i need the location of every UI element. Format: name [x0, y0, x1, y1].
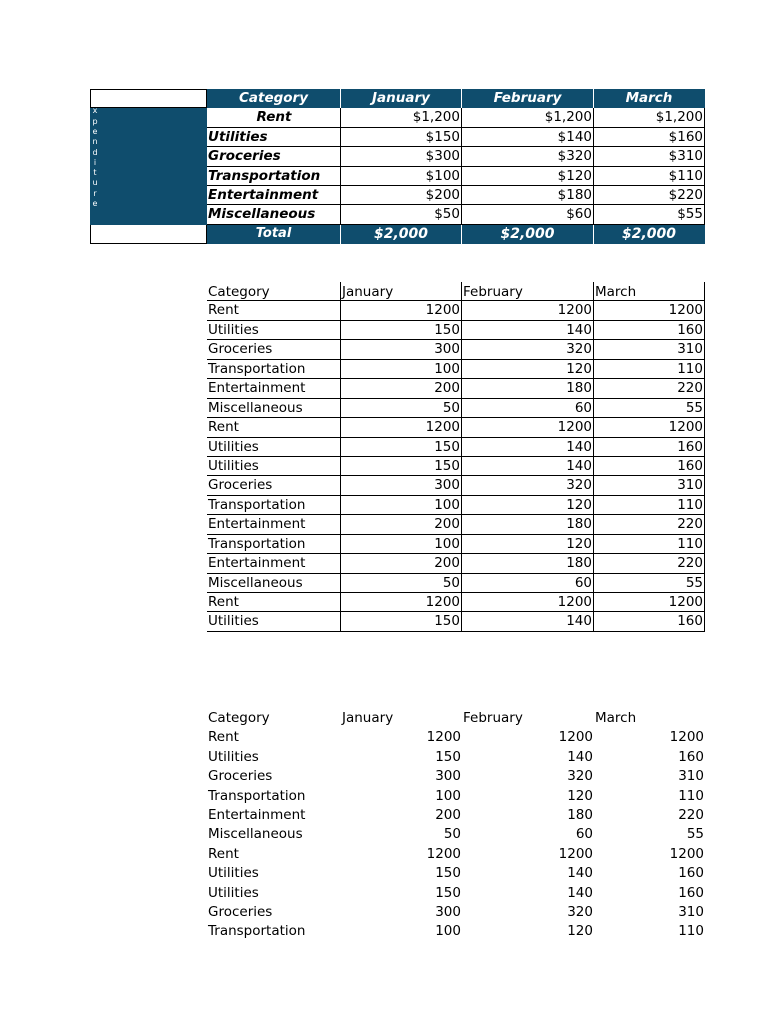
styled-total-row	[90, 225, 705, 244]
bare-cell-february[interactable]: 120	[567, 787, 593, 804]
styled-cell-february[interactable]: $60	[462, 205, 594, 224]
bare-cell-january[interactable]: 150	[435, 884, 461, 901]
bare-cell-february[interactable]: 1200	[558, 729, 593, 746]
bare-cell-february[interactable]: 320	[567, 768, 593, 785]
side-label-letter: i	[93, 157, 97, 167]
plain-cell-category[interactable]: Entertainment	[207, 379, 341, 397]
side-label-letter: e	[92, 126, 98, 136]
bare-header-row	[207, 709, 705, 728]
bare-table-row	[207, 825, 705, 844]
plain-table-row	[207, 515, 705, 534]
plain-cell-february[interactable]: 120	[462, 360, 594, 378]
plain-cell-february[interactable]: 320	[462, 476, 594, 494]
plain-cell-march[interactable]: 55	[594, 574, 705, 592]
plain-cell-march[interactable]: 110	[594, 535, 705, 553]
plain-cell-january[interactable]: 100	[341, 496, 462, 514]
plain-cell-february[interactable]: 140	[462, 612, 594, 630]
bare-cell-january[interactable]: 150	[435, 865, 461, 882]
bare-cell-february[interactable]: 180	[567, 806, 593, 823]
plain-cell-category[interactable]: Transportation	[207, 496, 341, 514]
plain-table-row	[207, 321, 705, 340]
styled-cell-march[interactable]: $220	[594, 186, 705, 205]
bare-cell-february[interactable]: 140	[567, 884, 593, 901]
styled-cell-march[interactable]: $310	[594, 147, 705, 166]
styled-data-row	[207, 128, 705, 147]
bare-cell-january[interactable]: 100	[435, 923, 461, 940]
bare-cell-category[interactable]: Groceries	[208, 768, 273, 785]
bare-cell-february[interactable]: 140	[567, 865, 593, 882]
bare-table-row	[207, 806, 705, 825]
bare-table-row	[207, 864, 705, 883]
bare-table-row	[207, 884, 705, 903]
plain-cell-february[interactable]: 60	[462, 399, 594, 417]
plain-cell-february[interactable]: 180	[462, 515, 594, 533]
styled-cell-category[interactable]: Groceries	[207, 147, 341, 166]
bare-cell-march[interactable]: 55	[686, 826, 704, 843]
plain-cell-february[interactable]: 1200	[462, 301, 594, 319]
unbordered-table	[207, 709, 705, 942]
plain-cell-march[interactable]: 220	[594, 554, 705, 572]
bare-cell-january[interactable]: 50	[443, 826, 461, 843]
plain-cell-march[interactable]: 310	[594, 340, 705, 358]
plain-header-row	[207, 282, 705, 301]
bare-cell-march[interactable]: 220	[678, 806, 704, 823]
plain-cell-february[interactable]: 1200	[462, 593, 594, 611]
plain-cell-january[interactable]: 50	[341, 574, 462, 592]
bare-table-row	[207, 903, 705, 922]
plain-table-row	[207, 379, 705, 398]
side-label-letter: n	[92, 137, 98, 147]
plain-table-row	[207, 554, 705, 573]
styled-header-blank-cell[interactable]	[90, 89, 207, 108]
plain-cell-february[interactable]: 1200	[462, 418, 594, 436]
bare-cell-march[interactable]: 160	[678, 884, 704, 901]
plain-cell-category[interactable]: Groceries	[207, 476, 341, 494]
plain-cell-february[interactable]: 140	[462, 438, 594, 456]
bare-cell-category[interactable]: Groceries	[208, 903, 273, 920]
bare-cell-march[interactable]: 310	[678, 768, 704, 785]
styled-cell-february[interactable]: $180	[462, 186, 594, 205]
plain-table-row	[207, 340, 705, 359]
plain-table-row	[207, 593, 705, 612]
plain-cell-february[interactable]: 140	[462, 457, 594, 475]
bare-cell-february[interactable]: 140	[567, 748, 593, 765]
plain-cell-january[interactable]: 1200	[341, 418, 462, 436]
bare-cell-february[interactable]: 60	[575, 826, 593, 843]
styled-cell-february[interactable]: $1,200	[462, 108, 594, 127]
bare-table-row	[207, 728, 705, 747]
styled-header-row	[90, 89, 705, 108]
styled-header-category[interactable]: Category	[207, 89, 341, 108]
plain-cell-march[interactable]: 310	[594, 476, 705, 494]
bare-cell-march[interactable]: 110	[678, 923, 704, 940]
plain-cell-category[interactable]: Rent	[207, 301, 341, 319]
styled-cell-category[interactable]: Miscellaneous	[207, 205, 341, 224]
styled-cell-category[interactable]: Entertainment	[207, 186, 341, 205]
plain-cell-february[interactable]: 180	[462, 554, 594, 572]
plain-cell-march[interactable]: 220	[594, 515, 705, 533]
bare-cell-march[interactable]: 160	[678, 865, 704, 882]
bare-header-category[interactable]: Category	[208, 710, 270, 726]
side-label-letter: r	[93, 188, 97, 198]
bare-cell-march[interactable]: 310	[678, 903, 704, 920]
bare-cell-february[interactable]: 120	[567, 923, 593, 940]
plain-table-row	[207, 535, 705, 554]
plain-cell-category[interactable]: Transportation	[207, 360, 341, 378]
styled-data-row	[207, 186, 705, 205]
bare-cell-january[interactable]: 100	[435, 787, 461, 804]
bare-cell-march[interactable]: 1200	[669, 729, 704, 746]
plain-cell-january[interactable]: 100	[341, 360, 462, 378]
plain-cell-march[interactable]: 220	[594, 379, 705, 397]
side-label-letter: u	[92, 178, 98, 188]
plain-table-row	[207, 476, 705, 495]
styled-cell-march[interactable]: $160	[594, 128, 705, 147]
styled-cell-march[interactable]: $110	[594, 167, 705, 186]
bare-cell-category[interactable]: Utilities	[208, 884, 259, 901]
styled-total-january[interactable]: $2,000	[341, 225, 462, 244]
plain-cell-march[interactable]: 110	[594, 360, 705, 378]
styled-header-february[interactable]: February	[462, 89, 594, 108]
styled-cell-march[interactable]: $1,200	[594, 108, 705, 127]
plain-table-row	[207, 399, 705, 418]
plain-cell-march[interactable]: 160	[594, 457, 705, 475]
bare-cell-february[interactable]: 1200	[558, 845, 593, 862]
bare-cell-category[interactable]: Transportation	[208, 923, 306, 940]
styled-total-march[interactable]: $2,000	[594, 225, 705, 244]
plain-cell-january[interactable]: 100	[341, 535, 462, 553]
styled-cell-february[interactable]: $120	[462, 167, 594, 186]
plain-cell-january[interactable]: 200	[341, 515, 462, 533]
plain-cell-february[interactable]: 120	[462, 496, 594, 514]
plain-cell-january[interactable]: 150	[341, 321, 462, 339]
plain-cell-category[interactable]: Entertainment	[207, 515, 341, 533]
bare-cell-march[interactable]: 160	[678, 748, 704, 765]
bare-header-march[interactable]: March	[595, 710, 637, 726]
plain-cell-february[interactable]: 120	[462, 535, 594, 553]
styled-total-blank-cell[interactable]	[90, 225, 207, 244]
bare-cell-march[interactable]: 110	[678, 787, 704, 804]
plain-cell-march[interactable]: 1200	[594, 301, 705, 319]
plain-table-row	[207, 496, 705, 515]
plain-header-january[interactable]: January	[341, 282, 462, 300]
plain-cell-march[interactable]: 160	[594, 612, 705, 630]
styled-header-january[interactable]: January	[341, 89, 462, 108]
plain-cell-january[interactable]: 150	[341, 457, 462, 475]
bare-cell-march[interactable]: 1200	[669, 845, 704, 862]
plain-cell-category[interactable]: Entertainment	[207, 554, 341, 572]
styled-data-row	[207, 147, 705, 166]
bare-table-row	[207, 767, 705, 786]
bare-cell-january[interactable]: 200	[435, 806, 461, 823]
plain-cell-category[interactable]: Miscellaneous	[207, 399, 341, 417]
plain-cell-february[interactable]: 60	[462, 574, 594, 592]
styled-cell-january[interactable]: $300	[341, 147, 462, 166]
styled-cell-category[interactable]: Utilities	[207, 128, 341, 147]
bare-cell-category[interactable]: Entertainment	[208, 806, 306, 823]
styled-cell-category[interactable]: Transportation	[207, 167, 341, 186]
bare-cell-category[interactable]: Transportation	[208, 787, 306, 804]
plain-header-march[interactable]: March	[594, 282, 705, 300]
bare-table-row	[207, 922, 705, 941]
plain-cell-category[interactable]: Utilities	[207, 457, 341, 475]
expenditure-side-label[interactable]	[90, 108, 207, 224]
plain-cell-category[interactable]: Rent	[207, 593, 341, 611]
plain-header-category[interactable]: Category	[207, 282, 341, 300]
bare-cell-category[interactable]: Rent	[208, 729, 239, 746]
bare-cell-january[interactable]: 150	[435, 748, 461, 765]
styled-cell-january[interactable]: $1,200	[341, 108, 462, 127]
plain-cell-march[interactable]: 110	[594, 496, 705, 514]
styled-cell-february[interactable]: $140	[462, 128, 594, 147]
plain-cell-february[interactable]: 180	[462, 379, 594, 397]
bare-cell-category[interactable]: Utilities	[208, 748, 259, 765]
plain-cell-category[interactable]: Transportation	[207, 535, 341, 553]
plain-cell-january[interactable]: 200	[341, 379, 462, 397]
plain-cell-january[interactable]: 150	[341, 438, 462, 456]
styled-data-row	[207, 108, 705, 127]
side-label-letters	[92, 106, 98, 209]
plain-table-row	[207, 301, 705, 320]
bare-data-rows	[207, 728, 705, 941]
plain-cell-january[interactable]: 300	[341, 340, 462, 358]
plain-cell-march[interactable]: 160	[594, 321, 705, 339]
side-label-letter: x	[92, 106, 98, 116]
styled-data-row	[207, 205, 705, 224]
plain-cell-february[interactable]: 140	[462, 321, 594, 339]
styled-cell-march[interactable]: $55	[594, 205, 705, 224]
bare-cell-january[interactable]: 300	[435, 903, 461, 920]
styled-cell-january[interactable]: $50	[341, 205, 462, 224]
plain-table-row	[207, 457, 705, 476]
plain-header-february[interactable]: February	[462, 282, 594, 300]
plain-cell-february[interactable]: 320	[462, 340, 594, 358]
styled-total-label[interactable]: Total	[207, 225, 341, 244]
plain-cell-january[interactable]: 1200	[341, 301, 462, 319]
plain-cell-january[interactable]: 1200	[341, 593, 462, 611]
bare-header-january[interactable]: January	[342, 710, 394, 726]
styled-cell-category[interactable]: Rent	[207, 108, 341, 127]
plain-cell-category[interactable]: Utilities	[207, 612, 341, 630]
plain-cell-category[interactable]: Groceries	[207, 340, 341, 358]
styled-cell-february[interactable]: $320	[462, 147, 594, 166]
side-label-letter: e	[92, 199, 98, 209]
plain-table-row	[207, 612, 705, 631]
bare-cell-february[interactable]: 320	[567, 903, 593, 920]
plain-cell-january[interactable]: 300	[341, 476, 462, 494]
bare-header-february[interactable]: February	[463, 710, 523, 726]
bare-cell-january[interactable]: 1200	[426, 845, 461, 862]
plain-bordered-table	[207, 282, 705, 632]
plain-table-row	[207, 438, 705, 457]
styled-cell-january[interactable]: $200	[341, 186, 462, 205]
expenditure-styled-table	[90, 89, 705, 244]
plain-cell-january[interactable]: 200	[341, 554, 462, 572]
bare-cell-january[interactable]: 300	[435, 768, 461, 785]
bare-cell-category[interactable]: Miscellaneous	[208, 826, 303, 843]
plain-table-row	[207, 360, 705, 379]
plain-data-rows	[207, 301, 705, 631]
plain-table-row	[207, 418, 705, 437]
side-label-letter: d	[92, 147, 98, 157]
plain-cell-march[interactable]: 55	[594, 399, 705, 417]
plain-cell-category[interactable]: Rent	[207, 418, 341, 436]
bare-table-row	[207, 748, 705, 767]
styled-data-rows	[207, 108, 705, 224]
bare-cell-january[interactable]: 1200	[426, 729, 461, 746]
plain-cell-march[interactable]: 1200	[594, 418, 705, 436]
side-label-letter: p	[92, 116, 98, 126]
plain-cell-category[interactable]: Utilities	[207, 321, 341, 339]
styled-data-row	[207, 167, 705, 186]
styled-cell-january[interactable]: $100	[341, 167, 462, 186]
plain-cell-category[interactable]: Utilities	[207, 438, 341, 456]
plain-cell-january[interactable]: 150	[341, 612, 462, 630]
bare-table-row	[207, 787, 705, 806]
styled-header-march[interactable]: March	[594, 89, 705, 108]
styled-cell-january[interactable]: $150	[341, 128, 462, 147]
plain-cell-march[interactable]: 1200	[594, 593, 705, 611]
bare-cell-category[interactable]: Rent	[208, 845, 239, 862]
bare-cell-category[interactable]: Utilities	[208, 865, 259, 882]
side-label-letter: t	[93, 168, 97, 178]
plain-cell-march[interactable]: 160	[594, 438, 705, 456]
styled-total-february[interactable]: $2,000	[462, 225, 594, 244]
bare-table-row	[207, 845, 705, 864]
plain-table-row	[207, 574, 705, 593]
plain-cell-january[interactable]: 50	[341, 399, 462, 417]
plain-cell-category[interactable]: Miscellaneous	[207, 574, 341, 592]
